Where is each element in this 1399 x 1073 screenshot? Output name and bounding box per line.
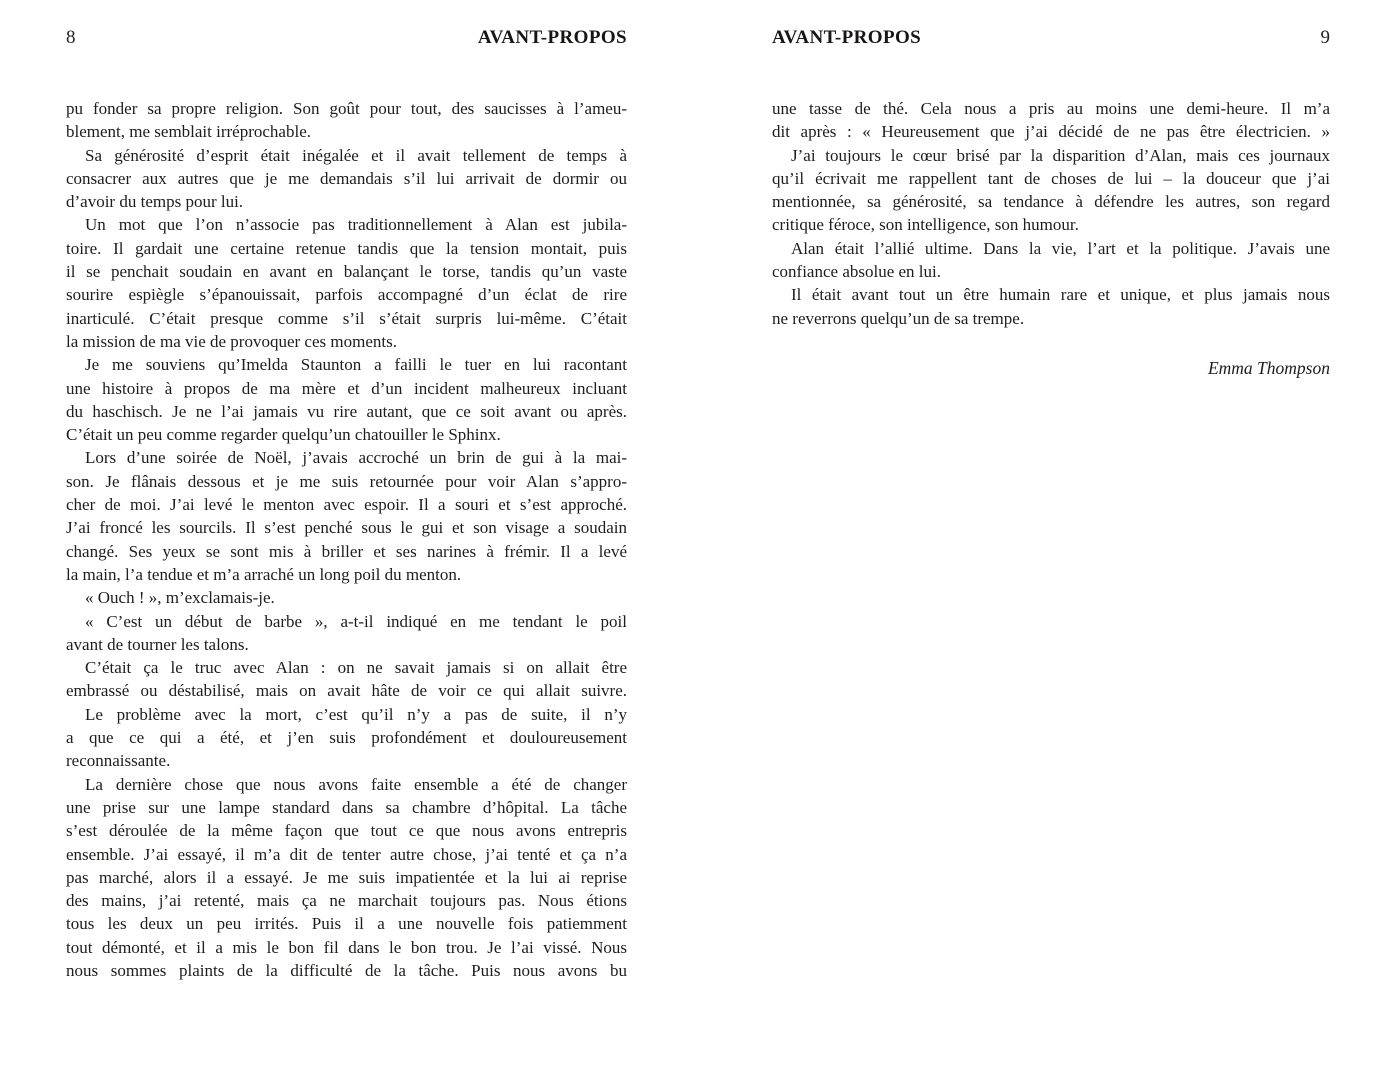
text-line: C’était un peu comme regarder quelqu’un chatouiller le Sphinx. <box>66 425 501 445</box>
text-line: Sa générosité d’esprit était inégalée et il avait tellement de temps à <box>85 145 627 165</box>
text-line: La dernière chose que nous avons faite ensemble a été de changer <box>85 774 627 794</box>
text-line: d’avoir du temps pour lui. <box>66 192 244 212</box>
text-line: sourire espiègle s’épanouissait, parfois accompagné d’un éclat de rire <box>66 285 627 305</box>
text-line: nous sommes plaints de la difficulté de la tâche. Puis nous avons bu <box>66 960 627 980</box>
paragraph <box>772 144 1330 237</box>
text-line: pas marché, alors il a essayé. Je me suis impatientée et la lui ai reprise <box>66 867 627 887</box>
text-line: a que ce qui a été, et j’en suis profondément et douloureusement <box>66 728 627 748</box>
text-line: changé. Ses yeux se sont mis à briller et ses narines à frémir. Il a levé <box>66 541 627 561</box>
text-line: tous les deux un peu irrités. Puis il a une nouvelle fois patiemment <box>66 914 627 934</box>
paragraph <box>66 144 627 214</box>
text-line: dit après : « Heureusement que j’ai décidé de ne pas être électricien. » <box>772 122 1330 142</box>
text-line: avant de tourner les talons. <box>66 634 249 654</box>
text-line: confiance absolue en lui. <box>772 262 941 282</box>
text-line: Le problème avec la mort, c’est qu’il n’y a pas de suite, il n’y <box>85 704 627 724</box>
text-line: consacrer aux autres que je me demandais s’il lui arrivait de dormir ou <box>66 168 627 188</box>
text-line: J’ai toujours le cœur brisé par la disparition d’Alan, mais ces journaux <box>791 145 1330 165</box>
text-line: cher de moi. J’ai levé le menton avec espoir. Il a souri et s’est approché. <box>66 495 627 515</box>
text-line: reconnaissante. <box>66 751 171 771</box>
paragraph <box>66 656 627 703</box>
text-line: Lors d’une soirée de Noël, j’avais accroché un brin de gui à la mai- <box>85 448 627 468</box>
paragraph <box>772 237 1330 284</box>
text-line: des mains, j’ai retenté, mais ça ne marchait toujours pas. Nous étions <box>66 891 627 911</box>
text-line: la mission de ma vie de provoquer ces moments. <box>66 331 397 351</box>
text-line: ensemble. J’ai essayé, il m’a dit de tenter autre chose, j’ai tenté et ça n’a <box>66 844 627 864</box>
text-line: son. Je flânais dessous et je me suis retournée pour voir Alan s’appro- <box>66 471 627 491</box>
text-line: J’ai froncé les sourcils. Il s’est penché sous le gui et son visage a soudain <box>66 518 627 538</box>
text-line: embrassé ou déstabilisé, mais on avait hâte de voir ce qui allait suivre. <box>66 681 627 701</box>
paragraph <box>66 97 627 144</box>
page-header-left <box>66 27 627 49</box>
paragraph <box>66 446 627 586</box>
text-line: C’était ça le truc avec Alan : on ne savait jamais si on allait être <box>85 658 627 678</box>
text-line: il se penchait soudain en avant en balançant le torse, tandis qu’un vaste <box>66 262 627 282</box>
running-head: AVANT-PROPOS <box>772 27 922 48</box>
text-line: tout démonté, et il a mis le bon fil dans le bon trou. Je l’ai vissé. Nous <box>66 937 627 957</box>
paragraph <box>66 773 627 983</box>
running-head: AVANT-PROPOS <box>477 27 627 48</box>
text-line: toire. Il gardait une certaine retenue tandis que la tension montait, puis <box>66 238 627 258</box>
text-line: une tasse de thé. Cela nous a pris au moins une demi-heure. Il m’a <box>772 99 1330 118</box>
paragraph <box>66 703 627 773</box>
paragraph <box>66 586 627 609</box>
text-line: la main, l’a tendue et m’a arraché un long poil du menton. <box>66 564 462 584</box>
page-number: 8 <box>66 27 76 48</box>
text-line: mentionnée, sa générosité, sa tendance à défendre les autres, son regard <box>772 192 1330 212</box>
text-line: une histoire à propos de ma mère et d’un incident malheureux incluant <box>66 378 627 398</box>
page-body <box>772 97 1330 330</box>
text-line: Il était avant tout un être humain rare et unique, et plus jamais nous <box>791 285 1330 305</box>
text-line: s’est déroulée de la même façon que tout ce que nous avons entrepris <box>66 821 627 841</box>
page-left <box>66 0 627 1073</box>
text-line: « Ouch ! », m’exclamais-je. <box>85 588 275 608</box>
text-line: Un mot que l’on n’associe pas traditionnellement à Alan est jubila- <box>85 215 627 235</box>
text-line: Je me souviens qu’Imelda Staunton a failli le tuer en lui racontant <box>85 355 627 375</box>
paragraph <box>772 97 1330 144</box>
paragraph <box>66 353 627 446</box>
page-right <box>772 0 1330 1073</box>
page-number: 9 <box>1320 27 1330 48</box>
author-signature: Emma Thompson <box>1207 358 1330 378</box>
paragraph <box>66 610 627 657</box>
text-line: inarticulé. C’était presque comme s’il s’était surpris lui-même. C’était <box>66 308 627 328</box>
text-line: qu’il écrivait me rappellent tant de choses de lui – la douceur que j’ai <box>772 168 1330 188</box>
text-line: blement, me semblait irréprochable. <box>66 122 311 142</box>
paragraph <box>66 213 627 353</box>
paragraph <box>772 283 1330 330</box>
text-line: pu fonder sa propre religion. Son goût pour tout, des saucisses à l’ameu- <box>66 99 627 118</box>
page-header-right <box>772 27 1330 49</box>
text-line: Alan était l’allié ultime. Dans la vie, l’art et la politique. J’avais une <box>791 238 1330 258</box>
text-line: ne reverrons quelqu’un de sa trempe. <box>772 308 1025 328</box>
text-line: « C’est un début de barbe », a-t-il indiqué en me tendant le poil <box>85 611 627 631</box>
text-line: critique féroce, son intelligence, son humour. <box>772 215 1079 235</box>
text-line: une prise sur une lampe standard dans sa chambre d’hôpital. La tâche <box>66 797 627 817</box>
page-body <box>66 97 627 982</box>
text-line: du haschisch. Je ne l’ai jamais vu rire autant, que ce soit avant ou après. <box>66 401 627 421</box>
